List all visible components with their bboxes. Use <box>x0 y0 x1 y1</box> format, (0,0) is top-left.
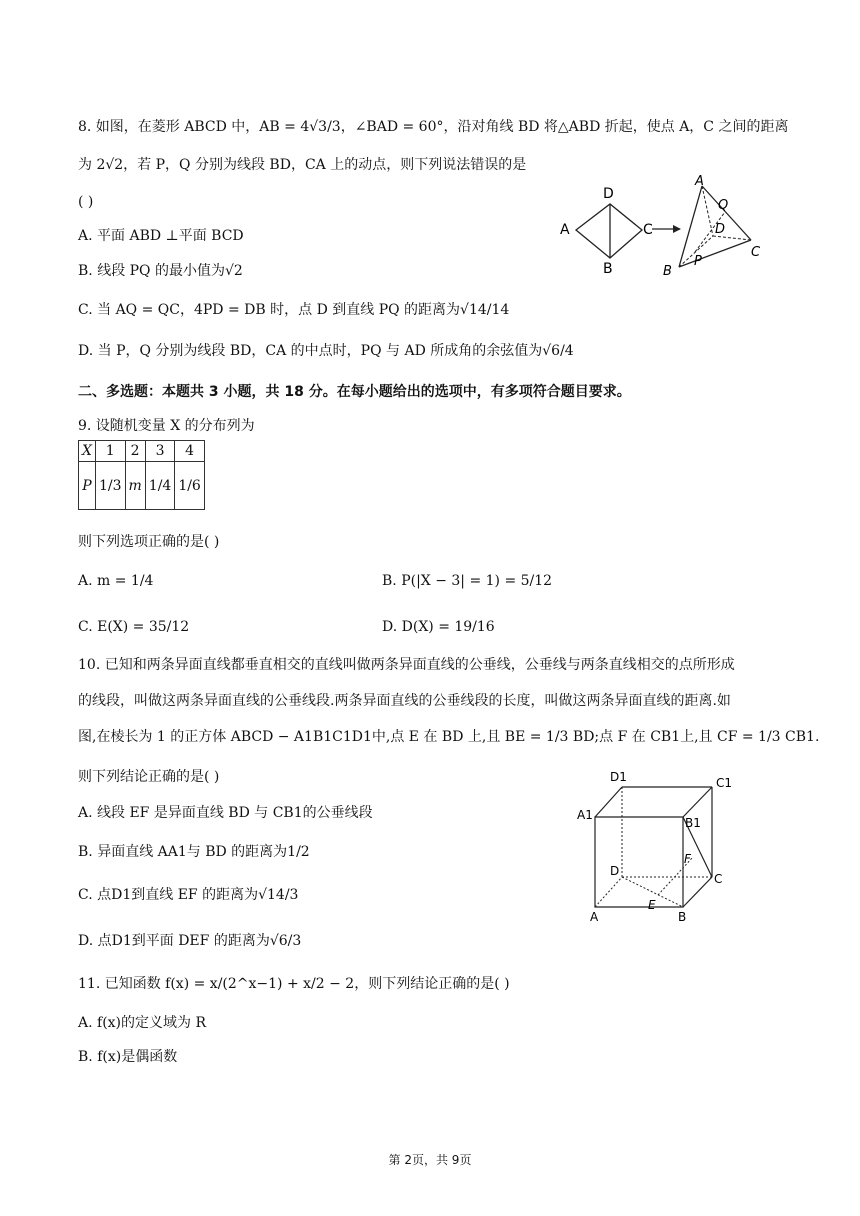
q8-label-q: Q <box>718 198 729 213</box>
cube-label-d1: D1 <box>610 770 627 784</box>
section-multi-choice-heading: 二、多选题：本题共 3 小题，共 18 分。在每小题给出的选项中，有多项符合题目要求。 <box>78 384 631 400</box>
q10-option-d: D. 点D1到平面 DEF 的距离为√6/3 <box>78 933 302 949</box>
q8-option-b: B. 线段 PQ 的最小值为√2 <box>78 263 243 279</box>
q10-line3: 图,在棱长为 1 的正方体 ABCD − A1B1C1D1中,点 E 在 BD 上,且 BE = 1/3 BD;点 F 在 CB1上,且 CF = 1/3 CB1. <box>78 729 820 745</box>
q10-line2: 的线段，叫做这两条异面直线的公垂线段.两条异面直线的公垂线段的长度，叫做这两条异面直线的距离.如 <box>78 693 731 709</box>
table-row <box>79 462 205 510</box>
cube-label-c1: C1 <box>716 776 733 790</box>
q10-option-b: B. 异面直线 AA1与 BD 的距离为1/2 <box>78 844 310 860</box>
cube-label-a1: A1 <box>577 808 593 822</box>
q8-option-d: D. 当 P，Q 分别为线段 BD，CA 的中点时，PQ 与 AD 所成角的余弦值为√6/4 <box>78 343 574 359</box>
q8-stem-line2: 为 2√2，若 P，Q 分别为线段 BD，CA 上的动点，则下列说法错误的是 <box>78 157 527 173</box>
q8-blank: ( ) <box>78 194 94 210</box>
q8-option-c: C. 当 AQ = QC，4PD = DB 时，点 D 到直线 PQ 的距离为√14/14 <box>78 302 510 318</box>
q10-option-a: A. 线段 EF 是异面直线 BD 与 CB1的公垂线段 <box>78 805 373 821</box>
q9-option-a: A. m = 1/4 <box>78 573 154 589</box>
q8-label-b-left: B <box>603 261 613 277</box>
q9-prompt: 则下列选项正确的是( ) <box>78 534 220 550</box>
q8-stem-line1: 8. 如图，在菱形 ABCD 中，AB = 4√3/3，∠BAD = 60°，沿对角线 BD 将△ABD 折起，使点 A，C 之间的距离 <box>78 119 789 135</box>
q11-stem: 11. 已知函数 f(x) = x/(2^x−1) + x/2 − 2，则下列结论正确的是( ) <box>78 976 510 992</box>
q8-label-a-left: A <box>560 222 570 238</box>
cube-label-a: A <box>590 910 599 924</box>
page-footer: 第 2页，共 9页 <box>388 1153 472 1167</box>
q8-label-d-left: D <box>603 186 614 202</box>
cube-label-f: F <box>684 852 691 866</box>
q9-distribution-table <box>78 440 205 510</box>
table-row <box>79 441 205 462</box>
q9-option-c: C. E(X) = 35/12 <box>78 619 190 635</box>
table-cell: 1 <box>95 441 125 462</box>
table-cell: 3 <box>145 441 175 462</box>
arrow-right-icon <box>673 225 681 233</box>
q8-label-c-right: C <box>751 245 761 260</box>
q9-option-b: B. P(|X − 3| = 1) = 5/12 <box>382 573 553 589</box>
q8-label-d-right: D <box>715 222 726 237</box>
cube-label-e: E <box>648 898 656 912</box>
cube-label-c: C <box>714 872 723 886</box>
q11-option-b: B. f(x)是偶函数 <box>78 1049 178 1065</box>
q8-label-p: P <box>694 254 702 269</box>
q8-figure <box>555 172 775 282</box>
q11-option-a: A. f(x)的定义域为 R <box>78 1015 207 1031</box>
table-cell: X <box>79 441 96 462</box>
q10-cube-figure <box>570 765 750 930</box>
table-cell: 2 <box>125 441 145 462</box>
table-cell: 1/4 <box>145 462 175 510</box>
table-cell: P <box>79 462 96 510</box>
q9-option-d: D. D(X) = 19/16 <box>382 619 495 635</box>
q10-prompt: 则下列结论正确的是( ) <box>78 769 220 785</box>
table-cell: 4 <box>175 441 205 462</box>
q9-stem: 9. 设随机变量 X 的分布列为 <box>78 418 255 434</box>
q8-option-a: A. 平面 ABD ⊥平面 BCD <box>78 228 244 244</box>
q10-line1: 10. 已知和两条异面直线都垂直相交的直线叫做两条异面直线的公垂线，公垂线与两条直线相交的点所形成 <box>78 657 735 673</box>
cube-label-b: B <box>678 910 687 924</box>
q8-label-a-right: A <box>695 174 704 189</box>
cube-label-d: D <box>610 864 620 878</box>
q10-option-c: C. 点D1到直线 EF 的距离为√14/3 <box>78 887 299 903</box>
cube-label-b1: B1 <box>685 816 701 830</box>
table-cell: 1/3 <box>95 462 125 510</box>
q8-label-b-right: B <box>663 264 672 279</box>
table-cell: m <box>125 462 145 510</box>
table-cell: 1/6 <box>175 462 205 510</box>
q8-label-c-left: C <box>643 222 653 238</box>
